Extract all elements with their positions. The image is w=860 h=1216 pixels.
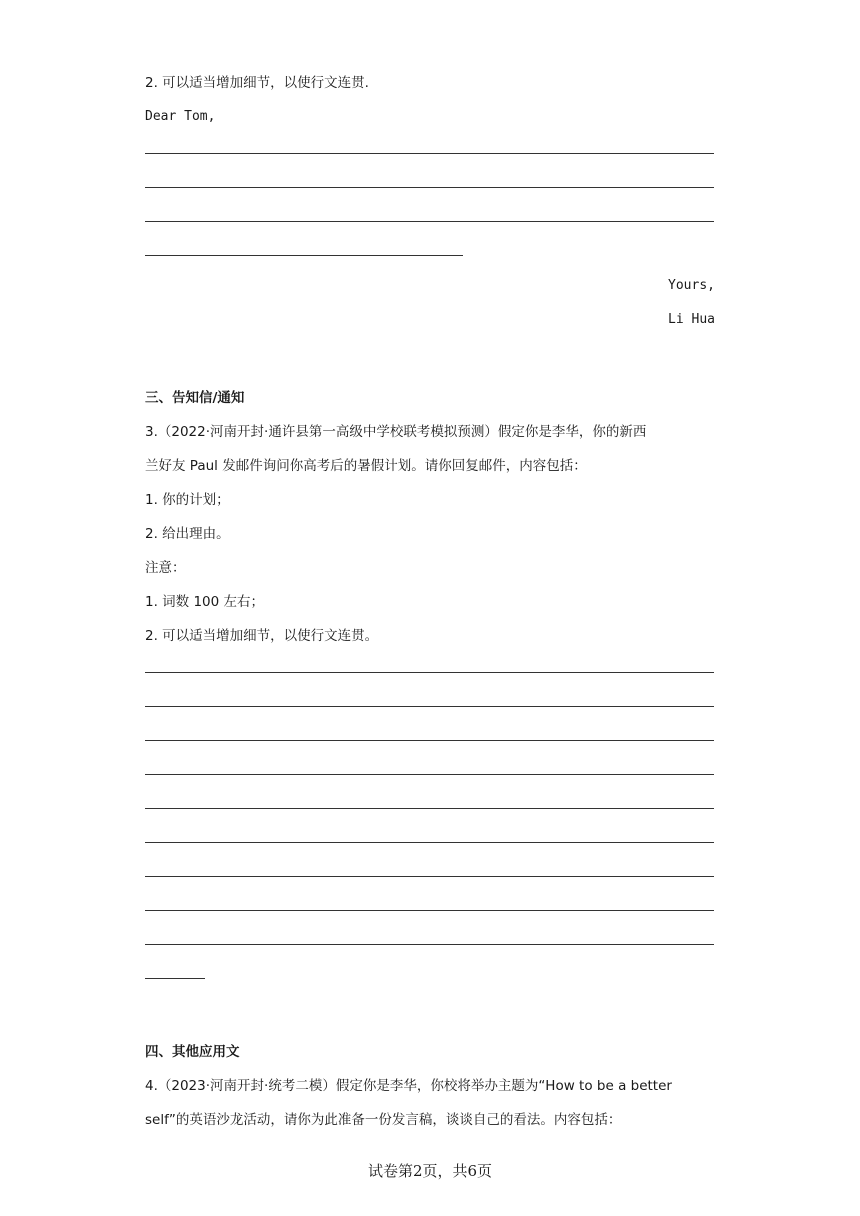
section-heading: 三、告知信/通知 — [145, 390, 245, 406]
answer-line — [145, 774, 714, 775]
answer-line — [145, 808, 714, 809]
answer-line — [145, 706, 714, 707]
letter-signature: Li Hua — [668, 312, 715, 327]
notice-item-2: 2. 可以适当增加细节，以使行文连贯。 — [145, 628, 379, 644]
section-heading: 四、其他应用文 — [145, 1044, 240, 1060]
content-item-1: 1. 你的计划； — [145, 492, 230, 508]
answer-line — [145, 221, 714, 222]
page-footer: 试卷第2页，共6页 — [367, 1162, 493, 1180]
answer-line — [145, 740, 714, 741]
question-text: 3.（2022·河南开封·通许县第一高级中学校联考模拟预测）假定你是李华，你的新西 — [145, 424, 647, 440]
letter-closing: Yours, — [668, 278, 715, 293]
answer-line — [145, 910, 714, 911]
answer-line — [145, 672, 714, 673]
answer-line-short — [145, 978, 205, 979]
question-text: 兰好友 Paul 发邮件询问你高考后的暑假计划。请你回复邮件，内容包括： — [145, 458, 587, 474]
question-text: 4.（2023·河南开封·统考二模）假定你是李华，你校将举办主题为“How to be a better — [145, 1078, 672, 1094]
answer-line — [145, 876, 714, 877]
question-text: self”的英语沙龙活动，请你为此准备一份发言稿，谈谈自己的看法。内容包括： — [145, 1112, 622, 1128]
notice-item-1: 1. 词数 100 左右； — [145, 594, 265, 610]
notice-label: 注意： — [145, 560, 186, 576]
note-item-2: 2. 可以适当增加细节，以使行文连贯. — [145, 75, 369, 91]
answer-line — [145, 944, 714, 945]
answer-line-short — [145, 255, 463, 256]
content-item-2: 2. 给出理由。 — [145, 526, 230, 542]
answer-line — [145, 153, 714, 154]
answer-line — [145, 187, 714, 188]
answer-line — [145, 842, 714, 843]
letter-salutation: Dear Tom, — [145, 109, 216, 124]
